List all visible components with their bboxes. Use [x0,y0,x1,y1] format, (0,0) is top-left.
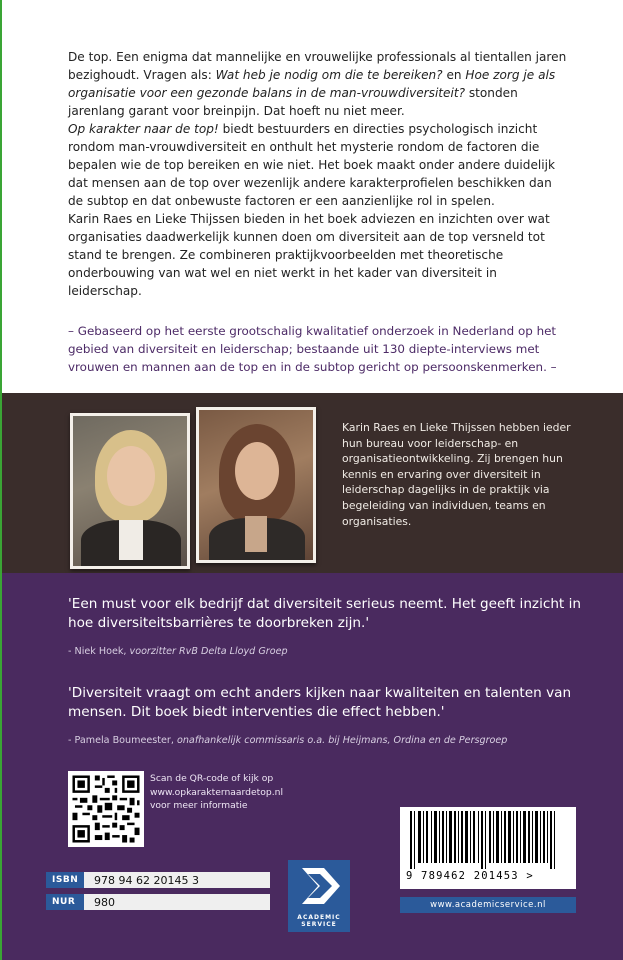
isbn-value: 978 94 62 20145 3 [84,872,270,888]
isbn-label: ISBN [46,872,84,888]
barcode [400,807,576,889]
nur-value: 980 [84,894,270,910]
nur-label: NUR [46,894,84,910]
publisher-logo [288,860,350,932]
endorsement-section [2,573,623,960]
publisher-website[interactable]: www.academicservice.nl [400,897,576,913]
blurb-text [68,48,568,300]
qr-code-icon [70,773,142,845]
nur-row [46,894,270,910]
blurb-paragraph-3: Karin Raes en Lieke Thijssen bieden in het boek adviezen en inzichten over wat organisaties daadwerkelijk kunnen doen om diversiteit aan de top versneld tot stand te brengen. Ze combineren praktijkvoorbeelden met theoretische onderbouwing van wat wel en niet werkt in het kader van diversiteit in leiderschap. [68,212,550,298]
publisher-logo-text: ACADEMIC SERVICE [297,914,341,928]
website-link[interactable]: www.opkarakternaardetop.nl [150,786,283,798]
barcode-digits: 9 789462 201453 > [406,870,534,882]
isbn-row [46,872,270,888]
qr-code[interactable] [68,771,144,847]
qr-instructions: Scan de QR-code of kijk op www.opkarakternaardetop.nl voor meer informatie [150,772,350,813]
blurb-paragraph-1: De top. Een enigma dat mannelijke en vrouwelijke professionals al tientallen jaren bezighoudt. Vragen als: Wat heb je nodig om die te bereiken? en Hoe zorg je als organisatie voor een gezonde balans in de man-vrouwdiversiteit? stonden jarenlang garant voor breinpijn. Dat hoeft nu niet meer. [68,50,567,118]
research-tagline: – Gebaseerd op het eerste grootschalig kwalitatief onderzoek in Nederland op het gebied van diversiteit en leiderschap; bestaande uit 130 diepte-interviews met vrouwen en mannen aan de top en in de subtop gericht op persoonskenmerken. – [68,324,557,374]
endorsement-attribution-2: - Pamela Boumeester, onafhankelijk commissaris o.a. bij Heijmans, Ordina en de Persgroep [68,735,508,746]
author-photo-lieke [196,407,316,563]
blurb-paragraph-2: Op karakter naar de top! biedt bestuurders en directies psychologisch inzicht rondom man-vrouwdiversiteit en onthult het mysterie rondom de factoren die bepalen wie de top bereiken en wie niet. Het boek maakt onder andere duidelijk dat mensen aan de top over wezenlijk andere karakterprofielen beschikken dan de subtop en dat onbewuste factoren er een aanzienlijke rol in spelen. [68,122,555,208]
endorsement-attribution-1: - Niek Hoek, voorzitter RvB Delta Lloyd Groep [68,646,288,657]
barcode-icon [400,807,576,869]
endorsement-quote-2: 'Diversiteit vraagt om echt anders kijken naar kwaliteiten en talenten van mensen. Dit boek biedt interventies die effect hebben.' [68,685,572,720]
author-photo-karin [70,413,190,569]
author-section [2,393,623,573]
endorsement-quote-1: 'Een must voor elk bedrijf dat diversiteit serieus neemt. Het geeft inzicht in hoe diversiteitsbarrières te doorbreken zijn.' [68,596,581,631]
arrow-icon [288,860,350,910]
author-bio: Karin Raes en Lieke Thijssen hebben ieder hun bureau voor leiderschap- en organisatieontwikkeling. Zij brengen hun kennis en ervaring over diversiteit in leiderschap dagelijks in de praktijk via begeleiding van individuen, teams en organisaties. [342,421,571,528]
